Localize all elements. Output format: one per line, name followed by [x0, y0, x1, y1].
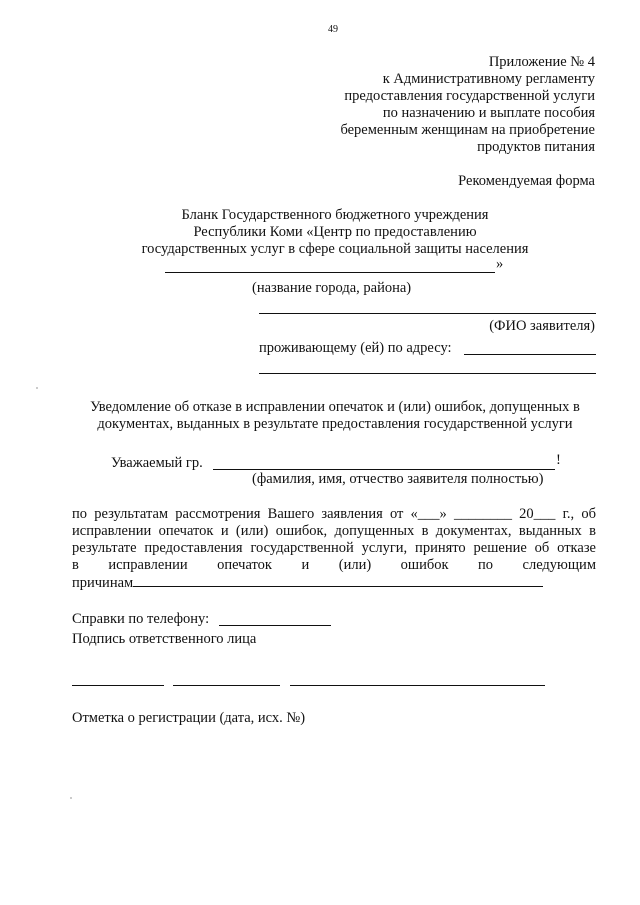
decision-line-last — [72, 574, 596, 592]
appendix-line: беременным женщинам на приобретение — [340, 122, 595, 138]
city-hint: (название города, района) — [252, 280, 412, 296]
signature-blank-position[interactable] — [72, 685, 164, 686]
recommended-form-label: Рекомендуемая форма — [458, 173, 595, 189]
decision-line: по результатам рассмотрения Вашего заявления от «___» ________ 20___ г., об — [72, 506, 596, 522]
appendix-block — [295, 54, 595, 156]
letterhead-line: государственных услуг в сфере социальной защиты населения — [141, 241, 529, 257]
letterhead — [120, 207, 550, 258]
notice-title-line: Уведомление об отказе в исправлении опечаток и (или) ошибок, допущенных в — [90, 399, 580, 415]
appendix-line: Приложение № 4 — [488, 54, 595, 70]
applicant-name-blank-line[interactable] — [213, 469, 555, 470]
salutation-hint: (фамилия, имя, отчество заявителя полностью) — [252, 471, 544, 487]
salutation-label: Уважаемый гр. — [111, 455, 203, 471]
appendix-line: продуктов питания — [477, 139, 595, 155]
phone-blank-line[interactable] — [219, 625, 331, 626]
letterhead-line: Бланк Государственного бюджетного учреждения — [181, 207, 489, 223]
fio-blank-line[interactable] — [259, 313, 596, 314]
decision-line: в исправлении опечаток и (или) ошибок по следующим — [72, 557, 596, 573]
signature-label: Подпись ответственного лица — [72, 631, 257, 647]
page-number: 49 — [328, 24, 338, 35]
letterhead-quote-end: » — [496, 256, 504, 272]
reasons-blank-line[interactable] — [133, 574, 543, 587]
salutation-end: ! — [556, 452, 561, 468]
scan-speck — [36, 387, 38, 389]
appendix-line: к Административному регламенту — [382, 71, 595, 87]
signature-blank-name[interactable] — [290, 685, 545, 686]
letterhead-line: Республики Коми «Центр по предоставлению — [193, 224, 477, 240]
address-blank-line-2[interactable] — [259, 373, 596, 374]
appendix-line: по назначению и выплате пособия — [382, 105, 595, 121]
decision-line: результате предоставления государственной услуги, принято решение об отказе — [72, 540, 596, 556]
decision-line: исправлении опечаток и (или) ошибок, допущенных в документах, выданных в — [72, 523, 596, 539]
decision-paragraph — [72, 506, 596, 592]
phone-label: Справки по телефону: — [72, 611, 210, 627]
city-blank-line[interactable] — [165, 272, 495, 273]
appendix-line: предоставления государственной услуги — [344, 88, 595, 104]
address-blank-line[interactable] — [464, 354, 596, 355]
signature-blank-sign[interactable] — [173, 685, 280, 686]
address-label: проживающему (ей) по адресу: — [259, 340, 452, 356]
fio-hint: (ФИО заявителя) — [489, 318, 595, 334]
reasons-label: причинам — [72, 575, 134, 591]
notice-title — [60, 399, 610, 433]
notice-title-line: документах, выданных в результате предоставления государственной услуги — [97, 416, 573, 432]
registration-label: Отметка о регистрации (дата, исх. №) — [72, 710, 306, 726]
scan-speck — [70, 797, 72, 799]
